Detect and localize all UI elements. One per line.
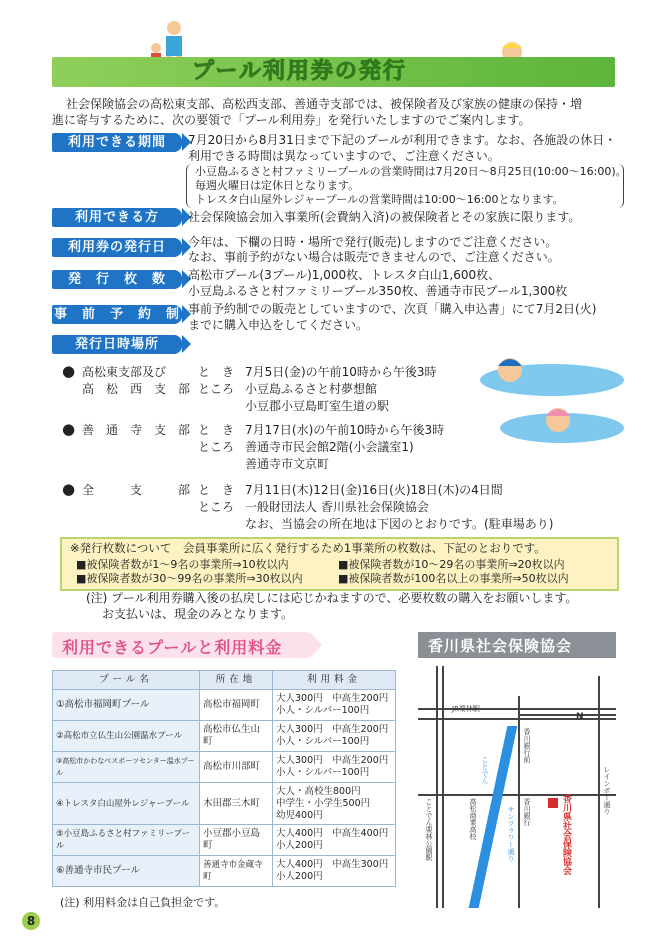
reserve-line-1: 事前予約制での販売としていますので、次頁「購入申込書」にて7月2日(火) [188,302,597,316]
venue-1-branch-2: 高 松 西 支 部 [82,382,191,396]
pool-loc: 高松市福岡町 [200,690,273,721]
notice-item-4: ■被保険者数が100名以上の事業所⇒50枚以内 [338,572,569,585]
col-header-fee: 利用料金 [273,671,396,690]
venue-1-place-2: 小豆郡小豆島町室生道の駅 [245,399,390,413]
section-label-venue: 発行日時場所 [52,335,182,354]
bullet-icon: ● [62,362,76,380]
pool-fee [273,752,396,783]
fee-line: 大人400円 中高生300円 [276,859,389,870]
notice-item-1: ■被保険者数が1〜9名の事業所⇒10枚以内 [76,558,289,571]
venue-2-time: 7月17日(水)の午前10時から午後3時 [245,423,445,437]
page-number-badge [22,912,40,930]
count-line-2: 小豆島ふるさと村ファミリープール350枚、善通寺市民プール1,300枚 [188,284,568,298]
map-title: 香川県社会保険協会 [428,637,573,655]
table-header-row [53,671,396,690]
venue-2-tokoro: ところ [198,440,235,454]
issue-line-2: なお、事前予約がない場合は販売できませんので、ご注意ください。 [188,250,560,264]
pool-fee [273,721,396,752]
venue-2-branch-1: 善 通 寺 支 部 [82,423,191,437]
map [418,666,616,908]
fee-line: 小人200円 [276,871,323,882]
fee-line: 大人300円 中高生200円 [276,755,389,766]
venue-1-place-1: 小豆島ふるさと村夢想館 [245,382,378,396]
map-label-mart: 香川銀行 [523,798,531,826]
swimmer-illustration [462,340,627,452]
intro-line-2: 進に寄与するために、次の要領で「プール利用券」を発行いたしますのでご案内します。 [52,113,531,127]
map-label-road3: ことでん [481,756,489,784]
refund-note-1: (注) プール利用券購入後の払戻しには応じかねますので、必要枚数の購入をお願いします。 [86,591,578,605]
map-title-bar [418,632,616,658]
fee-line: 小人・シルバー100円 [276,705,370,716]
pool-loc: 高松市仏生山町 [200,721,273,752]
notice-head: ※発行枚数について 会員事業所に広く発行するため1事業所の枚数は、下記のとおりです。 [70,541,546,555]
table-row [53,783,396,825]
table-row [53,856,396,887]
fee-line: 小人200円 [276,840,323,851]
venue-3-branch-1: 全 支 部 [82,483,191,497]
fee-line: 幼児400円 [276,809,323,821]
page-number: 8 [26,914,36,928]
venue-1-time: 7月5日(金)の午前10時から午後3時 [245,365,437,379]
section-label-issue-date: 利用券の発行日 [52,238,182,257]
venue-2-place-1: 善通寺市民会館2階(小会議室1) [245,440,414,454]
fee-line: 大人・高校生800円 [276,785,361,797]
fee-line: 中学生・小学生500円 [276,797,371,809]
period-note-3: トレスタ白山屋外レジャープールの営業時間は10:00〜16:00となります。 [195,193,564,206]
notice-item-2: ■被保険者数が10〜29名の事業所⇒20枚以内 [338,558,565,571]
bullet-icon: ● [62,420,76,438]
venue-1-branch-1: 高松東支部及び [82,365,167,379]
pool-name: ⑤小豆島ふるさと村ファミリープール [53,825,200,856]
pool-loc: 善通寺市金蔵寺町 [200,856,273,887]
pool-loc: 高松市川部町 [200,752,273,783]
pool-name: ③高松市かわなべスポーツセンター温水プール [53,752,200,783]
section-label-who: 利用できる方 [52,208,182,227]
pool-name: ⑥善通寺市民プール [53,856,200,887]
table-row [53,825,396,856]
pool-loc: 木田郡三木町 [200,783,273,825]
title-banner [52,57,615,87]
venue-3-time: 7月11日(木)12日(金)16日(火)18日(木)の4日間 [245,483,503,497]
reserve-line-2: までに購入申込をしてください。 [188,318,369,332]
col-header-name: プール名 [53,671,200,690]
notice-item-3: ■被保険者数が30〜99名の事業所⇒30枚以内 [76,572,303,585]
intro-line-1: 社会保険協会の高松東支部、高松西支部、善通寺支部では、被保険者及び家族の健康の保持・増 [66,97,583,111]
pool-loc: 小豆郡小豆島町 [200,825,273,856]
table-row [53,752,396,783]
venue-3-tokoro: ところ [198,500,235,514]
map-label-hs: 高松商業高校 [469,798,477,840]
period-note-1: 小豆島ふるさと村ファミリープールの営業時間は7月20日〜8月25日(10:00〜16:00)。 [195,165,627,178]
map-label-jr: JR栗林駅 [452,705,480,713]
pool-name: ①高松市福岡町プール [53,690,200,721]
col-header-loc: 所在地 [200,671,273,690]
pool-fee [273,825,396,856]
refund-note-2: お支払いは、現金のみとなります。 [102,607,294,621]
fee-line: 大人300円 中高生200円 [276,693,389,704]
venue-1-toki: と き [198,365,235,379]
section-label-reserve: 事 前 予 約 制 [53,307,180,322]
pool-fee [273,783,396,825]
pool-name: ④トレスタ白山屋外レジャープール [53,783,200,825]
table-row [53,721,396,752]
period-line-1: 7月20日から8月31日まで下記のプールが利用できます。なお、各施設の休日・ [188,133,617,147]
period-note-box [186,164,627,208]
table-row [53,690,396,721]
fee-line: 大人400円 中高生400円 [276,828,389,839]
who-line-1: 社会保険協会加入事業所(会費納入済)の被保険者とその家族に限ります。 [188,210,581,224]
bullet-icon: ● [62,480,76,498]
count-line-1: 高松市プール(3プール)1,000枚、トレスタ白山1,600枚、 [188,268,501,282]
map-label-road1: サンフラワー通り [507,806,515,862]
page-title: プール利用券の発行 [192,59,407,84]
fee-line: 小人・シルバー100円 [276,767,370,778]
notice-box [60,537,619,591]
section-label-period: 利用できる期間 [52,133,182,152]
pool-fee [273,856,396,887]
pool-fee [273,690,396,721]
venue-2-toki: と き [198,423,235,437]
fee-line: 大人300円 中高生200円 [276,724,389,735]
issue-line-1: 今年は、下欄の日時・場所で発行(販売)しますのでご注意ください。 [188,235,558,249]
pools-table [52,670,396,887]
fee-line: 小人・シルバー100円 [276,736,370,747]
pools-title: 利用できるプールと利用料金 [62,638,283,657]
venue-3-place-1: 一般財団法人 香川県社会保険協会 [245,500,429,514]
map-label-kagawa: 香川銀行前 [523,728,531,763]
period-line-2: 利用できる時間は異なっていますので、ご注意ください。 [188,149,500,163]
map-label-road2: レインボー通り [603,766,611,815]
venue-1-tokoro: ところ [198,382,235,396]
section-label-count: 発 行 枚 数 [52,270,182,289]
period-note-2: 毎週火曜日は定休日となります。 [195,179,360,192]
map-label-north: N [576,712,584,722]
venue-3-place-2: なお、当協会の所在地は下図のとおりです。(駐車場あり) [245,517,554,531]
venue-3-toki: と き [198,483,235,497]
map-label-office: 香川県社会保険協会 [561,794,571,875]
table-note: (注) 利用料金は自己負担金です。 [60,896,226,909]
pools-title-bar [52,632,310,658]
office-marker [548,798,558,808]
venue-2-place-2: 善通寺市文京町 [245,457,330,471]
pool-name: ②高松市立仏生山公園温水プール [53,721,200,752]
map-label-kotoden: ことでん栗林公園駅 [425,798,433,861]
pools-title-arrow [310,632,322,658]
